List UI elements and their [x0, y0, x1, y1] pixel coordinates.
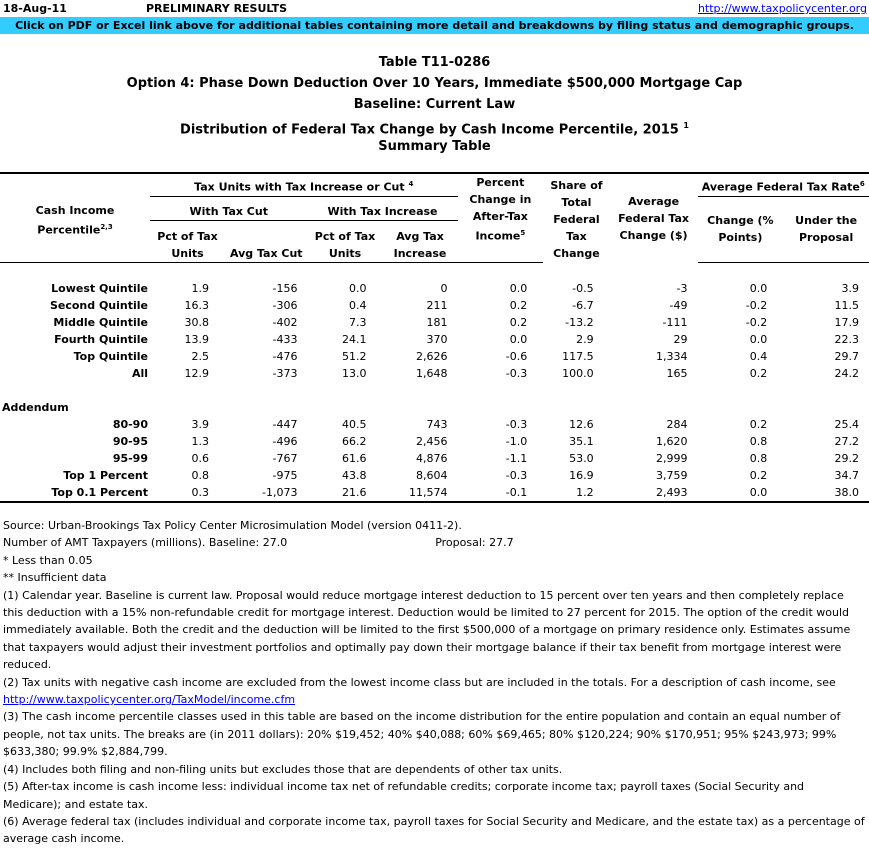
table-cell: 3,759 — [610, 467, 698, 484]
report-date: 18-Aug-11 — [3, 2, 67, 15]
table-cell: 165 — [610, 365, 698, 382]
table-row — [0, 297, 869, 314]
table-cell: -402 — [225, 314, 308, 331]
table-cell: 7.3 — [308, 314, 383, 331]
table-cell: 30.8 — [150, 314, 225, 331]
table-cell: 2.9 — [543, 331, 609, 348]
table-cell: -476 — [225, 348, 308, 365]
option-title: Option 4: Phase Down Deduction Over 10 Years, Immediate $500,000 Mortgage Cap — [0, 73, 869, 94]
table-cell: 38.0 — [783, 484, 869, 502]
table-row — [0, 433, 869, 450]
footnote-6: (6) Average federal tax (includes individual and corporate income tax, payroll taxes for Social Security and Medicare, and the estate tax) as a percentage of average cash income. — [3, 813, 865, 848]
table-cell: 1.9 — [150, 280, 225, 297]
under-proposal-header: Under the Proposal — [783, 197, 869, 263]
table-cell: 51.2 — [308, 348, 383, 365]
table-cell: -0.6 — [458, 348, 544, 365]
change-points-header: Change (% Points) — [698, 197, 784, 263]
table-cell: -373 — [225, 365, 308, 382]
avg-rate-group-header: Average Federal Tax Rate$^6$ — [698, 173, 869, 197]
table-cell: 24.1 — [308, 331, 383, 348]
table-row — [0, 314, 869, 331]
table-cell: 0.2 — [458, 297, 544, 314]
table-cell: 1,334 — [610, 348, 698, 365]
table-cell: -767 — [225, 450, 308, 467]
table-cell: -306 — [225, 297, 308, 314]
site-link[interactable]: http://www.taxpolicycenter.org — [698, 2, 867, 15]
table-cell: 1,648 — [383, 365, 458, 382]
table-cell: -156 — [225, 280, 308, 297]
main-rows — [0, 262, 869, 382]
table-cell: -3 — [610, 280, 698, 297]
table-cell: 0.0 — [458, 331, 544, 348]
with-cut-header: With Tax Cut — [150, 197, 308, 221]
table-cell: 0.4 — [698, 348, 784, 365]
distribution-title: Distribution of Federal Tax Change by Cash Income Percentile, 2015 $^1$ — [0, 115, 869, 136]
table-row — [0, 280, 869, 297]
table-cell: -0.2 — [698, 314, 784, 331]
table-cell: -0.1 — [458, 484, 544, 502]
less-than-note: * Less than 0.05 — [3, 552, 865, 569]
table-row — [0, 484, 869, 502]
table-cell: 0 — [383, 280, 458, 297]
table-cell: 0.3 — [150, 484, 225, 502]
table-cell: 0.0 — [308, 280, 383, 297]
table-cell: -0.3 — [458, 416, 544, 433]
table-row — [0, 348, 869, 365]
addendum-label: Addendum — [0, 399, 869, 416]
table-cell: 25.4 — [783, 416, 869, 433]
top-bar — [0, 0, 869, 17]
table-cell: 0.8 — [150, 467, 225, 484]
table-cell: 0.2 — [698, 416, 784, 433]
table-cell: 2,999 — [610, 450, 698, 467]
table-cell: 24.2 — [783, 365, 869, 382]
with-increase-header: With Tax Increase — [308, 197, 458, 221]
footnote-5: (5) After-tax income is cash income less: individual income tax net of refundable credits; corporate income tax; payroll taxes (Social Security and Medicare); and estate tax. — [3, 778, 865, 813]
table-cell: 0.0 — [698, 484, 784, 502]
avg-cut-header: Avg Tax Cut — [225, 220, 308, 262]
percentile-header: Cash Income Percentile$^{2,3}$ — [0, 197, 150, 245]
table-cell: 1.3 — [150, 433, 225, 450]
table-cell: 0.2 — [698, 365, 784, 382]
table-cell: 743 — [383, 416, 458, 433]
table-cell: -6.7 — [543, 297, 609, 314]
amt-note: Number of AMT Taxpayers (millions). Baseline: 27.0 Proposal: 27.7 — [3, 534, 865, 551]
row-label: 90-95 — [0, 433, 150, 450]
table-cell: 0.8 — [698, 450, 784, 467]
table-cell: 117.5 — [543, 348, 609, 365]
row-label: Middle Quintile — [0, 314, 150, 331]
table-cell: 1,620 — [610, 433, 698, 450]
table-cell: 34.7 — [783, 467, 869, 484]
table-cell: 0.0 — [458, 280, 544, 297]
table-cell: 284 — [610, 416, 698, 433]
table-cell: 0.0 — [698, 280, 784, 297]
table-cell: 4,876 — [383, 450, 458, 467]
table-cell: 2,493 — [610, 484, 698, 502]
table-cell: 0.6 — [150, 450, 225, 467]
footnote-2: (2) Tax units with negative cash income are excluded from the lowest income class but are included in the totals. For a description of cash income, see — [3, 674, 865, 691]
table-cell: 35.1 — [543, 433, 609, 450]
addendum-rows — [0, 382, 869, 502]
table-cell: 29.7 — [783, 348, 869, 365]
table-cell: 53.0 — [543, 450, 609, 467]
table-cell: -975 — [225, 467, 308, 484]
table-cell: 29.2 — [783, 450, 869, 467]
share-header: Share of Total Federal Tax Change — [543, 173, 609, 262]
results-table — [0, 172, 869, 503]
table-cell: 66.2 — [308, 433, 383, 450]
row-label: Fourth Quintile — [0, 331, 150, 348]
table-cell: 61.6 — [308, 450, 383, 467]
footnote-3: (3) The cash income percentile classes used in this table are based on the income distribution for the entire population and contain an equal number of people, not tax units. The breaks are (in 2011 dollars): 20% $19,452; 40% $40,088; 60% $69,465; 80% $120,224; 90% $170,951; 95% $243,973; 99% $633,380; 99.9% $2,884,799. — [3, 708, 865, 760]
table-cell: -496 — [225, 433, 308, 450]
table-cell: 16.3 — [150, 297, 225, 314]
table-cell: 0.2 — [458, 314, 544, 331]
table-cell: 8,604 — [383, 467, 458, 484]
tax-units-group-header: Tax Units with Tax Increase or Cut $^4$ — [150, 173, 458, 197]
table-cell: 0.8 — [698, 433, 784, 450]
footnote-1: (1) Calendar year. Baseline is current law. Proposal would reduce mortgage interest deduction to 15 percent over ten years and then completely replace this deduction with a 15% non-refundable credit for mortgage interest. Deduction would be limited to 27 percent for 2015. The option of the credit would immediately available. Both the credit and the deduction will be limited to the first $500,000 of a mortgage on primary residence only. Estimates assume that taxpayers would adjust their investment portfolios and optimally pay down their mortgage balance if their tax benefit from mortgage interest were reduced. — [3, 587, 865, 674]
table-cell: 0.4 — [308, 297, 383, 314]
table-cell: 0.0 — [698, 331, 784, 348]
source-note: Source: Urban-Brookings Tax Policy Center Microsimulation Model (version 0411-2). — [3, 517, 865, 534]
table-cell: -49 — [610, 297, 698, 314]
table-cell: 13.0 — [308, 365, 383, 382]
table-cell: 3.9 — [783, 280, 869, 297]
pct-increase-header: Pct of Tax Units — [308, 220, 383, 262]
table-cell: 370 — [383, 331, 458, 348]
table-cell: -0.3 — [458, 365, 544, 382]
table-row — [0, 331, 869, 348]
table-cell: 17.9 — [783, 314, 869, 331]
table-cell: 12.9 — [150, 365, 225, 382]
row-label: 80-90 — [0, 416, 150, 433]
table-cell: 211 — [383, 297, 458, 314]
table-row — [0, 365, 869, 382]
table-cell: 12.6 — [543, 416, 609, 433]
pct-cut-header: Pct of Tax Units — [150, 220, 225, 262]
table-cell: -0.5 — [543, 280, 609, 297]
table-cell: -111 — [610, 314, 698, 331]
table-cell: 43.8 — [308, 467, 383, 484]
table-cell: 27.2 — [783, 433, 869, 450]
info-banner: Click on PDF or Excel link above for additional tables containing more detail and breakdowns by filing status and demographic groups. — [0, 17, 869, 34]
table-cell: -447 — [225, 416, 308, 433]
table-cell: 40.5 — [308, 416, 383, 433]
avg-increase-header: Avg Tax Increase — [383, 220, 458, 262]
table-cell: 22.3 — [783, 331, 869, 348]
row-label: Top 0.1 Percent — [0, 484, 150, 502]
table-cell: 2,626 — [383, 348, 458, 365]
table-cell: 16.9 — [543, 467, 609, 484]
row-label: 95-99 — [0, 450, 150, 467]
table-row — [0, 467, 869, 484]
avg-tax-change-header: Average Federal Tax Change ($) — [610, 173, 698, 262]
row-label: Top 1 Percent — [0, 467, 150, 484]
table-cell: 0.2 — [698, 467, 784, 484]
table-cell: -1,073 — [225, 484, 308, 502]
row-label: All — [0, 365, 150, 382]
table-titles — [0, 52, 869, 157]
pct-change-header: Percent Change in After-Tax Income$^5$ — [458, 173, 544, 245]
table-cell: 11.5 — [783, 297, 869, 314]
table-cell: 2,456 — [383, 433, 458, 450]
table-row — [0, 416, 869, 433]
table-id: Table T11-0286 — [0, 52, 869, 73]
table-cell: 2.5 — [150, 348, 225, 365]
row-label: Top Quintile — [0, 348, 150, 365]
insufficient-note: ** Insufficient data — [3, 569, 865, 586]
table-cell: -0.3 — [458, 467, 544, 484]
table-cell: 181 — [383, 314, 458, 331]
table-cell: -0.2 — [698, 297, 784, 314]
summary-title: Summary Table — [0, 136, 869, 157]
table-cell: -433 — [225, 331, 308, 348]
baseline-title: Baseline: Current Law — [0, 94, 869, 115]
row-label: Second Quintile — [0, 297, 150, 314]
table-cell: 1.2 — [543, 484, 609, 502]
table-cell: -13.2 — [543, 314, 609, 331]
table-row — [0, 450, 869, 467]
footnote-4: (4) Includes both filing and non-filing units but excludes those that are dependents of other tax units. — [3, 761, 865, 778]
table-cell: 3.9 — [150, 416, 225, 433]
table-cell: -1.1 — [458, 450, 544, 467]
row-label: Lowest Quintile — [0, 280, 150, 297]
status-label: PRELIMINARY RESULTS — [146, 2, 287, 15]
footnotes — [3, 517, 865, 848]
table-cell: 13.9 — [150, 331, 225, 348]
table-cell: -1.0 — [458, 433, 544, 450]
income-definition-link[interactable]: http://www.taxpolicycenter.org/TaxModel/income.cfm — [3, 693, 295, 706]
table-cell: 100.0 — [543, 365, 609, 382]
table-cell: 21.6 — [308, 484, 383, 502]
table-cell: 11,574 — [383, 484, 458, 502]
table-cell: 29 — [610, 331, 698, 348]
